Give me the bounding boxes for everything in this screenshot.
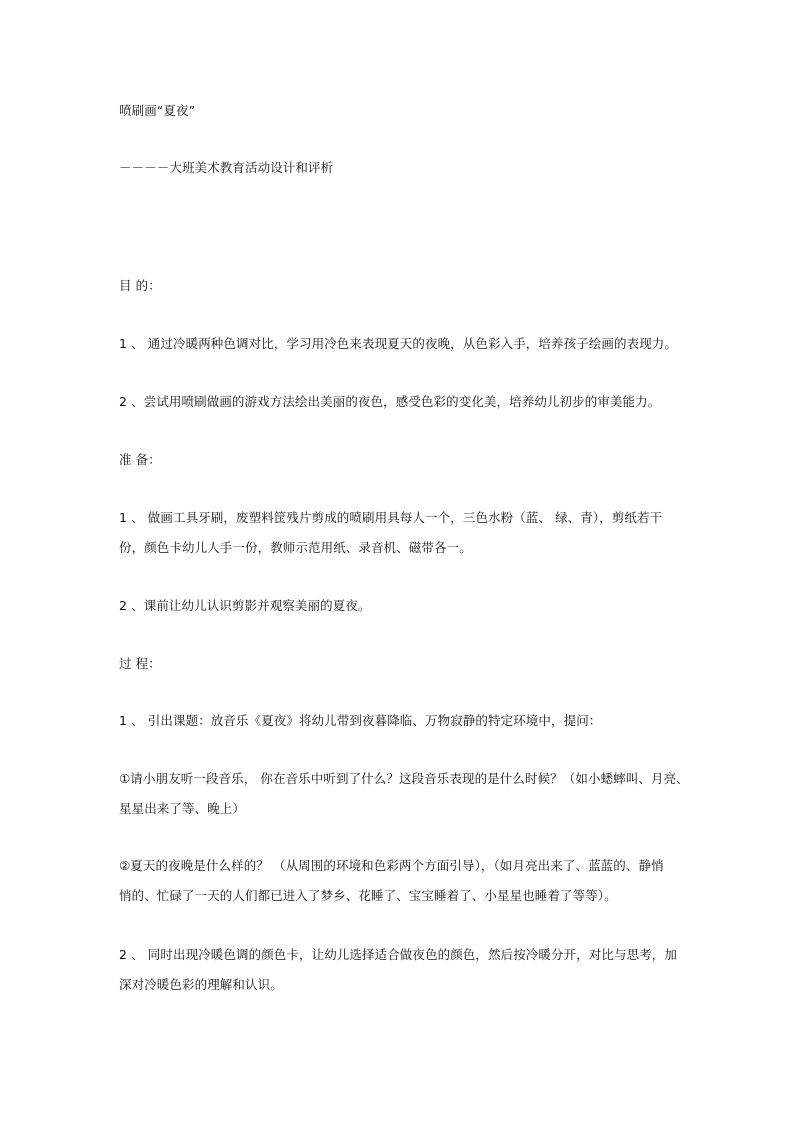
process-heading: 过 程：: [119, 656, 161, 671]
goal-item-1: 1 、 通过冷暖两种色调对比，学习用冷色来表现夏天的夜晚，从色彩入手，培养孩子绘画的表现力。: [119, 336, 678, 351]
process-item-2-line-1: 2 、 同时出现冷暖色调的颜色卡，让幼儿选择适合做夜色的颜色，然后按冷暖分开，对比与思考，加: [119, 947, 678, 962]
prep-item-2: 2 、课前让幼儿认识剪影并观察美丽的夏夜。: [119, 598, 371, 613]
prep-item-1-line-2: 份，颜色卡幼儿人手一份，教师示范用纸、录音机、磁带各一。: [119, 540, 472, 555]
process-question-2-line-2: 悄的、忙碌了一天的人们都已进入了梦乡、花睡了、宝宝睡着了、小星星也睡着了等等）。: [119, 888, 617, 903]
goal-item-2: 2 、尝试用喷刷做画的游戏方法绘出美丽的夜色，感受色彩的变化美，培养幼儿初步的审美能力。: [119, 394, 661, 409]
prep-heading: 准 备：: [119, 452, 161, 467]
document-title: 喷刷画“夏夜”: [119, 103, 196, 118]
process-question-1-line-2: 星星出来了等、晚上）: [119, 801, 246, 816]
prep-item-1-line-1: 1 、 做画工具牙刷，废塑料筐残片剪成的喷刷用具每人一个，三色水粉（蓝、 绿、青），剪纸若干: [119, 510, 663, 525]
goal-heading: 目 的：: [119, 278, 161, 293]
process-item-2-line-2: 深对冷暖色彩的理解和认识。: [119, 977, 283, 992]
process-question-2-line-1: ②夏天的夜晚是什么样的？ （从周围的环境和色彩两个方面引导），（如月亮出来了、蓝蓝的、静悄: [119, 858, 664, 873]
document-subtitle: －－－－大班美术教育活动设计和评析: [119, 160, 334, 175]
process-item-1: 1 、 引出课题：放音乐《夏夜》将幼儿带到夜暮降临、万物寂静的特定环境中，提问：: [119, 713, 602, 728]
process-question-1-line-1: ①请小朋友听一段音乐， 你在音乐中听到了什么？这段音乐表现的是什么时候？（如小蟋蟀叫、月亮、: [119, 771, 689, 786]
